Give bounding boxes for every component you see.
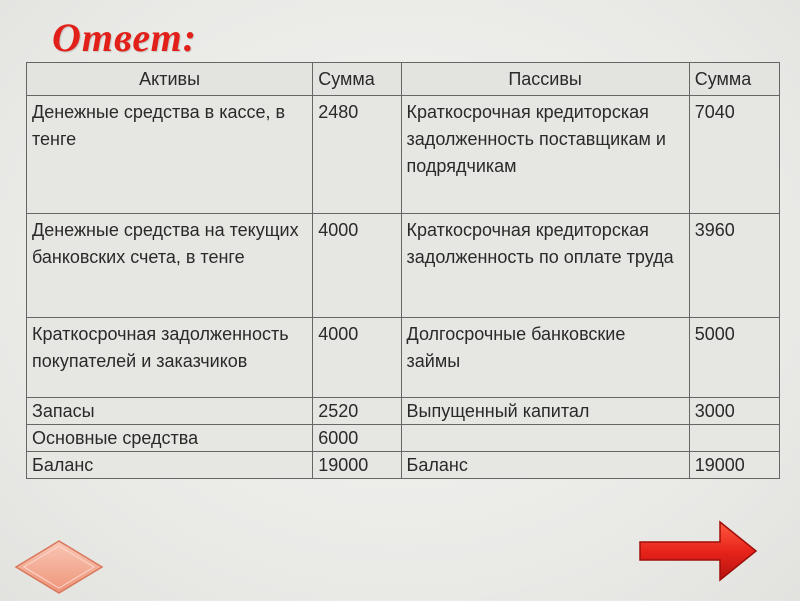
table-row	[27, 214, 780, 318]
header-assets: Активы	[27, 63, 313, 96]
diamond-back-icon	[12, 538, 106, 596]
liability-sum-cell: 7040	[689, 96, 779, 214]
balance-table	[26, 62, 780, 479]
asset-total-label: Баланс	[27, 452, 313, 479]
liability-total-sum: 19000	[689, 452, 779, 479]
asset-sum-cell: 2480	[313, 96, 401, 214]
asset-sum-cell: 4000	[313, 214, 401, 318]
asset-cell: Денежные средства в кассе, в тенге	[27, 96, 313, 214]
table-row	[27, 398, 780, 425]
asset-sum-cell: 4000	[313, 318, 401, 398]
liability-cell: Краткосрочная кредиторская задолженность по оплате труда	[401, 214, 689, 318]
liability-sum-cell: 3960	[689, 214, 779, 318]
liability-cell	[401, 425, 689, 452]
liability-sum-cell	[689, 425, 779, 452]
header-assets-sum: Сумма	[313, 63, 401, 96]
asset-sum-cell: 6000	[313, 425, 401, 452]
header-liabilities: Пассивы	[401, 63, 689, 96]
next-slide-button[interactable]	[636, 518, 760, 584]
liability-total-label: Баланс	[401, 452, 689, 479]
table-row	[27, 425, 780, 452]
prev-slide-button[interactable]	[12, 538, 106, 596]
asset-cell: Запасы	[27, 398, 313, 425]
header-liabilities-sum: Сумма	[689, 63, 779, 96]
liability-sum-cell: 5000	[689, 318, 779, 398]
asset-cell: Основные средства	[27, 425, 313, 452]
asset-cell: Краткосрочная задолженность покупателей и заказчиков	[27, 318, 313, 398]
asset-total-sum: 19000	[313, 452, 401, 479]
table-header-row	[27, 63, 780, 96]
liability-cell: Долгосрочные банковские займы	[401, 318, 689, 398]
asset-cell: Денежные средства на текущих банковских счета, в тенге	[27, 214, 313, 318]
table-row-total	[27, 452, 780, 479]
red-arrow-right-icon	[636, 518, 760, 584]
table-row	[27, 96, 780, 214]
table-row	[27, 318, 780, 398]
asset-sum-cell: 2520	[313, 398, 401, 425]
slide-title: Ответ:	[52, 15, 198, 60]
liability-cell: Краткосрочная кредиторская задолженность поставщикам и подрядчикам	[401, 96, 689, 214]
liability-cell: Выпущенный капитал	[401, 398, 689, 425]
liability-sum-cell: 3000	[689, 398, 779, 425]
